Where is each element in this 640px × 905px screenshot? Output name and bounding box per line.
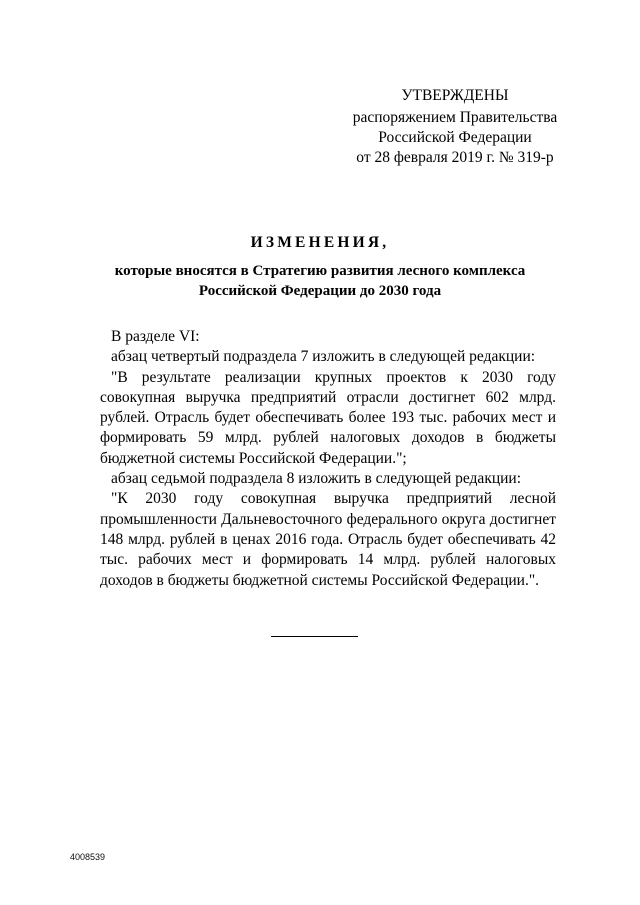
document-body [100, 327, 556, 591]
approval-block [330, 86, 580, 168]
approval-line-2: Российской Федерации [378, 129, 532, 146]
approval-line-1: распоряжением Правительства [352, 109, 558, 126]
section-intro: В разделе VI: [111, 328, 200, 345]
document-subtitle-line-1: которые вносятся в Стратегию развития лесного комплекса [114, 263, 526, 279]
approval-line-3: от 28 февраля 2019 г. № 319-р [356, 149, 554, 166]
document-code: 4008539 [70, 852, 106, 862]
document-subtitle-line-2: Российской Федерации до 2030 года [198, 283, 442, 299]
quoted-paragraph-1: "В результате реализации крупных проектов к 2030 году совокупная выручка предприятий отрасли достигнет 602 млрд. рублей. Отрасль будет обеспечивать более 193 тыс. рабочих мест и формировать 59 млрд. рублей налоговых доходов в бюджеты бюджетной системы Российской Федерации."; [100, 368, 556, 467]
closing-divider [271, 636, 358, 637]
document-title: ИЗМЕНЕНИЯ, [250, 234, 390, 251]
approval-title: УТВЕРЖДЕНЫ [401, 87, 509, 104]
document-heading [0, 234, 640, 301]
quoted-paragraph-2: "К 2030 году совокупная выручка предприятий лесной промышленности Дальневосточного федерального округа достигнет 148 млрд. рублей в ценах 2016 года. Отрасль будет обеспечивать 42 тыс. рабочих мест и формировать 14 млрд. рублей налоговых доходов в бюджеты бюджетной системы Российской Федерации.". [100, 490, 556, 589]
instruction-paragraph-2: абзац седьмой подраздела 8 изложить в следующей редакции: [111, 470, 522, 488]
instruction-paragraph-1: абзац четвертый подраздела 7 изложить в следующей редакции: [111, 348, 536, 366]
